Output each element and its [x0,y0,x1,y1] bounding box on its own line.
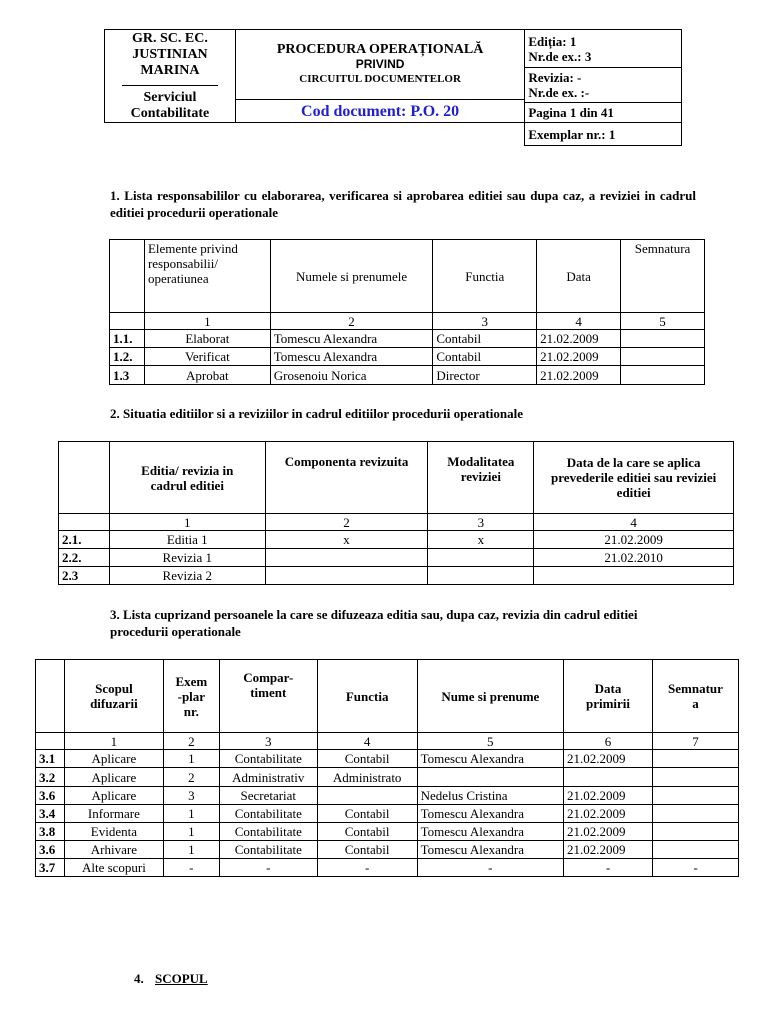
section-1-heading: 1. Lista responsabililor cu elaborarea, verificarea si aprobarea editiei sau dupa caz, a reviziei in cadrul editiei procedurii operationale [110,188,696,220]
col-number: 5 [621,313,705,330]
header-blank [110,240,145,313]
section-4-title: SCOPUL [155,971,208,986]
col-compartiment: Compar- timent [219,660,317,733]
row-number: 3.4 [36,805,65,823]
copy-number: - [163,859,219,877]
col-semnatura: Semnatura [621,240,705,313]
person-name: Grosenoiu Norica [270,366,433,385]
copy-number: 1 [163,841,219,859]
row-number: 3.1 [36,750,65,768]
function: Contabil [317,750,417,768]
org-name-line3: MARINA [140,62,200,78]
col-number: 4 [317,733,417,750]
row-number: 3.6 [36,787,65,805]
signature: - [652,859,738,877]
table-row [36,823,739,841]
col-modalitatea: Modalitatea reviziei [428,442,534,514]
operation: Aprobat [144,366,270,385]
col-semnatura: Semnatur a [652,660,738,733]
col-number: 2 [163,733,219,750]
row-number: 1.3 [110,366,145,385]
table-row [110,348,705,366]
date: 21.02.2009 [564,805,653,823]
date: 21.02.2009 [564,787,653,805]
signature [652,805,738,823]
section-4-heading [134,970,434,987]
procedure-title-line1: PROCEDURA OPERAȚIONALĂ [276,42,484,57]
col-componenta: Componenta revizuita [265,442,428,514]
purpose: Informare [64,805,163,823]
section-4-number: 4. [134,971,144,986]
component [265,549,428,567]
col-nume: Nume si prenume [417,660,563,733]
col-number: 4 [534,514,734,531]
signature [652,787,738,805]
table-row [59,549,734,567]
signature [652,768,738,787]
table-row [36,750,739,768]
col-number: 7 [652,733,738,750]
purpose: Arhivare [64,841,163,859]
person-name: Nedelus Cristina [417,787,563,805]
signature [652,823,738,841]
section-2-heading: 2. Situatia editiilor si a reviziilor in cadrul editiilor procedurii operationale [110,406,523,421]
function: Administrato [317,768,417,787]
department: Contabilitate [219,823,317,841]
date: 21.02.2009 [564,841,653,859]
row-number: 3.6 [36,841,65,859]
function: - [317,859,417,877]
table-row [36,859,739,877]
editions-table [58,441,734,585]
purpose: Evidenta [64,823,163,841]
date: 21.02.2009 [537,366,621,385]
col-number: 3 [219,733,317,750]
copy-number: 1 [163,823,219,841]
operation: Verificat [144,348,270,366]
col-number: 5 [417,733,563,750]
row-number: 3.2 [36,768,65,787]
person-name [417,768,563,787]
table-row [110,330,705,348]
col-scopul: Scopul difuzarii [64,660,163,733]
col-number: 3 [433,313,537,330]
page-indicator: Pagina 1 din 41 [525,103,682,123]
date: - [564,859,653,877]
distribution-table [35,659,739,877]
col-functia: Functia [433,240,537,313]
date [534,567,734,585]
person-name: Tomescu Alexandra [417,823,563,841]
col-exemplar: Exem -plar nr. [163,660,219,733]
component: x [265,531,428,549]
col-editia: Editia/ revizia in cadrul editiei [109,442,265,514]
col-number-blank [110,313,145,330]
col-number: 6 [564,733,653,750]
document-header [104,29,682,146]
document-code: Cod document: P.O. 20 [235,100,524,123]
col-number: 1 [109,514,265,531]
col-elemente: Elemente privind responsabilii/ operatiunea [144,240,270,313]
row-number: 1.1. [110,330,145,348]
signature [652,841,738,859]
copy-number: 1 [163,750,219,768]
procedure-title-line2: PRIVIND [355,57,405,71]
copy-number: 2 [163,768,219,787]
edition-number: Ediția: 1 [528,33,577,49]
function: Director [433,366,537,385]
col-number: 4 [537,313,621,330]
edition-copies: Nr.de ex.: 3 [528,48,592,64]
col-numele: Numele si prenumele [270,240,433,313]
row-number: 1.2. [110,348,145,366]
person-name: Tomescu Alexandra [270,330,433,348]
date: 21.02.2010 [534,549,734,567]
date: 21.02.2009 [564,750,653,768]
col-number: 2 [265,514,428,531]
row-number: 3.7 [36,859,65,877]
department-line2: Contabilitate [130,105,210,121]
row-number: 2.2. [59,549,110,567]
col-number-blank [36,733,65,750]
department: Secretariat [219,787,317,805]
responsibles-table [109,239,705,385]
table-row [110,366,705,385]
purpose: Aplicare [64,768,163,787]
person-name: Tomescu Alexandra [270,348,433,366]
table-row [36,768,739,787]
date: 21.02.2009 [537,348,621,366]
col-number: 1 [64,733,163,750]
row-number: 2.1. [59,531,110,549]
function: Contabil [433,348,537,366]
function: Contabil [317,841,417,859]
date [564,768,653,787]
function: Contabil [317,805,417,823]
signature [621,366,705,385]
divider [122,85,218,86]
signature [652,750,738,768]
purpose: Aplicare [64,750,163,768]
purpose: Alte scopuri [64,859,163,877]
col-number: 2 [270,313,433,330]
date: 21.02.2009 [534,531,734,549]
method: x [428,531,534,549]
person-name: - [417,859,563,877]
revision-cell [525,68,682,103]
edition: Revizia 1 [109,549,265,567]
department: - [219,859,317,877]
person-name: Tomescu Alexandra [417,750,563,768]
edition: Editia 1 [109,531,265,549]
department: Contabilitate [219,805,317,823]
col-data-primirii: Data primirii [564,660,653,733]
org-name-line1: GR. SC. EC. [132,30,208,46]
copy-number: 1 [163,805,219,823]
edition-cell [525,30,682,68]
signature [621,348,705,366]
table-row [59,567,734,585]
copy-number: Exemplar nr.: 1 [525,123,682,146]
function: Contabil [317,823,417,841]
org-name-line2: JUSTINIAN [132,46,208,62]
procedure-title [235,30,524,100]
header-blank [59,442,110,514]
col-data: Data [537,240,621,313]
function [317,787,417,805]
person-name: Tomescu Alexandra [417,841,563,859]
header-blank [36,660,65,733]
procedure-title-line3: CIRCUITUL DOCUMENTELOR [299,73,461,85]
method [428,549,534,567]
col-number: 1 [144,313,270,330]
spacer [105,123,236,146]
col-number-blank [59,514,110,531]
person-name: Tomescu Alexandra [417,805,563,823]
component [265,567,428,585]
spacer [235,123,524,146]
date: 21.02.2009 [537,330,621,348]
revision-copies: Nr.de ex. :- [528,85,590,100]
department-line1: Serviciul [143,89,197,105]
department: Administrativ [219,768,317,787]
department: Contabilitate [219,750,317,768]
col-functia: Functia [317,660,417,733]
table-row [36,841,739,859]
date: 21.02.2009 [564,823,653,841]
col-number: 3 [428,514,534,531]
table-row [59,531,734,549]
copy-number: 3 [163,787,219,805]
method [428,567,534,585]
organization-cell [105,30,236,123]
signature [621,330,705,348]
function: Contabil [433,330,537,348]
row-number: 3.8 [36,823,65,841]
section-3-heading: 3. Lista cuprizand persoanele la care se difuzeaza editia sau, dupa caz, revizia din cadrul editiei procedurii operationale [110,607,638,639]
row-number: 2.3 [59,567,110,585]
operation: Elaborat [144,330,270,348]
col-data-aplicare: Data de la care se aplica prevederile editiei sau reviziei editiei [534,442,734,514]
table-row [36,787,739,805]
revision-number: Revizia: - [528,70,582,85]
department: Contabilitate [219,841,317,859]
edition: Revizia 2 [109,567,265,585]
purpose: Aplicare [64,787,163,805]
table-row [36,805,739,823]
